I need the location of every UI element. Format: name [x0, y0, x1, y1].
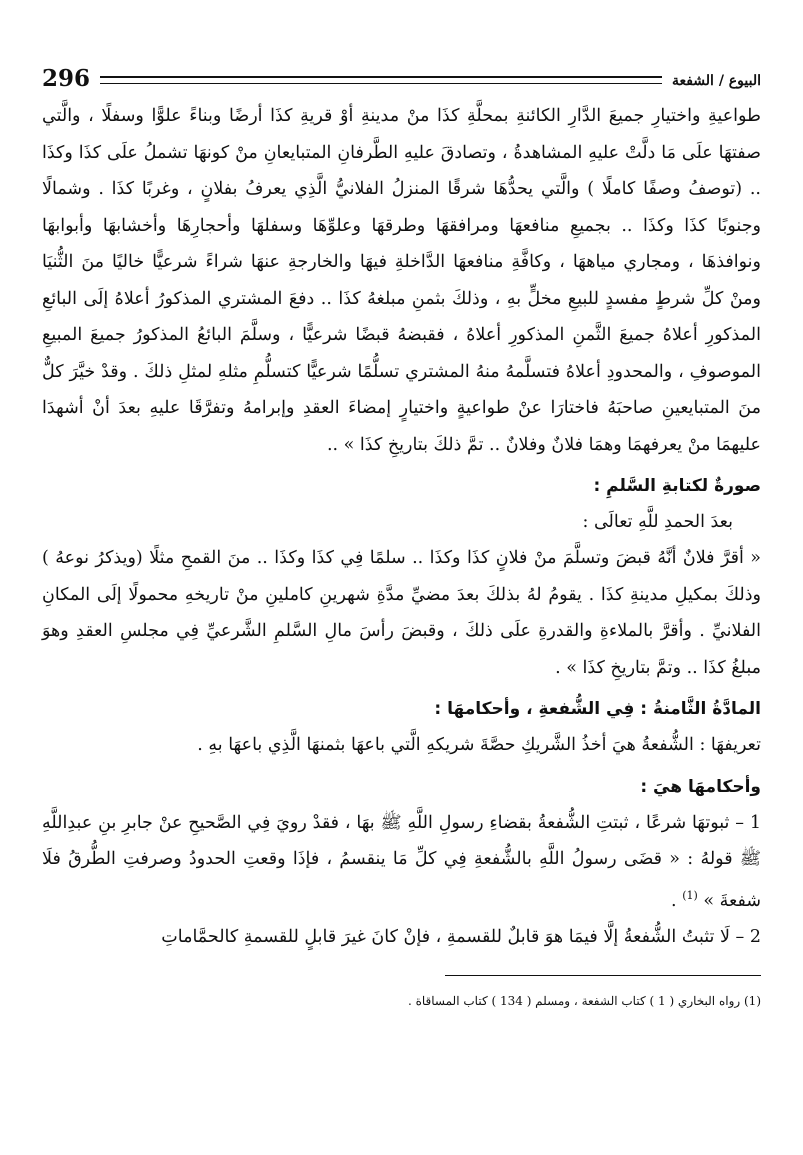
ruling-one-text: 1 – ثبوتهَا شرعًا ، ثبتتِ الشُّفعةُ بقضاءِ رسولِ اللَّهِ ﷺ بهَا ، فقدْ رويَ فِي الصَّحيحِ عنْ جابرِ بنِ عبدِاللَّهِ ﷺ قولهُ : « قضَى رسولُ اللَّهِ بالشُّفعةِ فِي كلِّ مَا ينقسمُ ، فإذَا وقعتِ الحدودُ وصرفتِ الطُّرقُ فلَا شفعةَ »: [42, 812, 761, 911]
contract-text-continuation: طواعيةِ واختيارِ جميعَ الدَّارِ الكائنةِ بمحلَّةِ كذَا منْ مدينةِ أوْ قريةِ كذَا أرضًا وبناءً علوًّا وسفلًا ، والَّتي صفتهَا علَى مَا دلَّتْ عليهِ المشاهدةُ ، وتصادقَ عليهِ الطَّرفانِ المتبايعانِ منْ كونهَا تشملُ علَى كذَا وكذَا .. (توصفُ وصفًا كاملًا ) والَّتي يحدُّهَا شرقًا المنزلُ الفلانيُّ الَّذِي يعرفُ بفلانٍ ، وغربًا كذَا . وشمالًا وجنوبًا كذَا وكذَا .. بجميعِ منافعهَا ومرافقهَا وطرقهَا وعلوِّهَا وسفلهَا وأحجارِهَا وأخشابهَا وأبوابهَا ونوافذهَا ، ومجاري مياههَا ، وكافَّةِ منافعهَا الدَّاخلةِ فيهَا والخارجةِ عنهَا شراءً شرعيًّا خاليًا منَ الثُّنيَا ومنْ كلِّ شرطٍ مفسدٍ للبيعِ مخلٍّ بهِ ، وذلكَ بثمنِ مبلغهُ كذَا .. دفعَ المشتري المذكورُ أعلاهُ إلَى البائعِ المذكورِ أعلاهُ جميعَ الثَّمنِ المذكورِ أعلاهُ ، فقبضهُ قبضًا شرعيًّا ، وسلَّمَ البائعُ المذكورُ جميعَ المبيعِ الموصوفِ ، والمحدودِ أعلاهُ فتسلَّمهُ منهُ المشتري تسلُّمًا شرعيًّا كتسلُّمِ مثلهِ لمثلِ ذلكَ . وقدْ خيَّرَ كلٌّ منَ المتبايعينِ صاحبَهُ فاختارَا عنْ طواعيةٍ واختيارٍ إمضاءَ العقدِ وإبرامهُ وتفرَّقَا عليهِ بعدَ أنْ أشهدَا عليهمَا منْ يعرفهمَا وهمَا فلانٌ وفلانٌ .. تمَّ ذلكَ بتاريخِ كذَا » ..: [42, 106, 761, 455]
article-eight-heading: المادَّةُ الثَّامنةُ : فِي الشُّفعةِ ، وأحكامهَا :: [434, 699, 761, 719]
ruling-two: 2 – لَا تثبتُ الشُّفعةُ إلَّا فيمَا هوَ قابلٌ للقسمةِ ، فإنْ كانَ غيرَ قابلٍ للقسمةِ كالحمَّاماتِ: [161, 926, 761, 947]
header-rule: [100, 76, 662, 84]
salam-heading: صورةٌ لكتابةِ السَّلمِ :: [593, 476, 761, 496]
ruling-one-end: .: [671, 890, 677, 911]
salam-contract-text: « أقرَّ فلانٌ أنَّهُ قبضَ وتسلَّمَ منْ فلانٍ كذَا وكذَا .. سلمًا فِي كذَا وكذَا .. منَ القمحِ مثلًا (ويذكرُ نوعهُ ) وذلكَ بمكيلِ مدينةِ كذَا . يقومُ لهُ بذلكَ بعدَ مضيِّ مدَّةِ شهرينِ كاملينِ منْ تاريخهِ محمولًا إلَى المكانِ الفلانيِّ . وأقرَّ بالملاءةِ والقدرةِ علَى ذلكَ ، وقبضَ رأسَ مالِ السَّلمِ الشَّرعيِّ فِي مجلسِ العقدِ وهوَ مبلغُ كذَا .. وتمَّ بتاريخِ كذَا » .: [42, 548, 761, 678]
page-header: [42, 52, 761, 90]
page-number: 296: [42, 65, 91, 92]
ruling-one: [42, 805, 761, 919]
footnote-marker: (1): [682, 888, 698, 902]
running-title: البيوع / الشفعة: [671, 73, 761, 89]
footnote-divider: [445, 975, 761, 976]
shufa-definition: تعريفهَا : الشُّفعةُ هيَ أخذُ الشَّريكِ حصَّةَ شريكهِ الَّتي باعهَا بثمنهَا الَّذِي باعهَا بهِ .: [197, 735, 761, 755]
salam-opening: بعدَ الحمدِ للَّهِ تعالَى :: [582, 512, 733, 532]
rulings-heading: وأحكامهَا هيَ :: [640, 776, 761, 797]
footnote: (1) رواه البخاري ( 1 ) كتاب الشفعة ، ومسلم ( 134 ) كتاب المساقاة .: [407, 994, 761, 1009]
